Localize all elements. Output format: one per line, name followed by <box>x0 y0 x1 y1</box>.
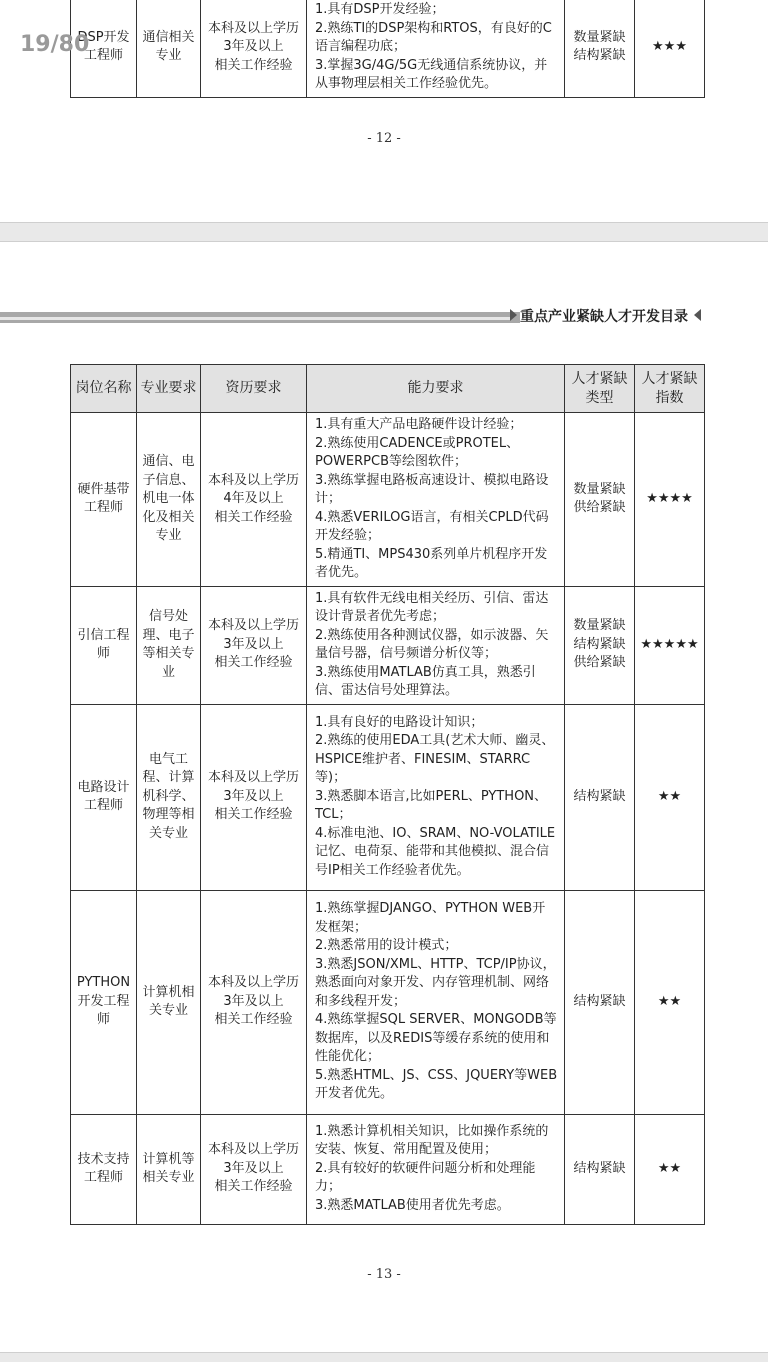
job-requirements: 1.具有重大产品电路硬件设计经验； 2.熟练使用CADENCE或PROTEL、POWERPCB等绘图软件； 3.熟练掌握电路板高速设计、模拟电路设计； 4.熟悉VERILOG语言，有相关CPLD代码开发经验； 5.精通TI、MPS430系列单片机程序开发者优先。 <box>307 413 565 587</box>
running-header-title: 重点产业紧缺人才开发目录 <box>520 309 688 325</box>
job-shortage-type: 结构紧缺 <box>565 1114 635 1224</box>
table-row <box>71 0 705 97</box>
job-shortage-type: 数量紧缺 供给紧缺 <box>565 413 635 587</box>
job-shortage-index: ★★★ <box>635 0 705 97</box>
job-qualification: 本科及以上学历 3年及以上 相关工作经验 <box>201 1114 307 1224</box>
page-12 <box>0 0 768 222</box>
job-major: 通信相关专业 <box>137 0 201 97</box>
table-row <box>71 413 705 587</box>
page-13 <box>0 242 768 1352</box>
job-major: 信号处理、电子等相关专业 <box>137 586 201 704</box>
job-title: PYTHON开发工程师 <box>71 890 137 1114</box>
job-qualification: 本科及以上学历 3年及以上 相关工作经验 <box>201 0 307 97</box>
table-header-row <box>71 365 705 413</box>
table-row <box>71 890 705 1114</box>
job-qualification: 本科及以上学历 3年及以上 相关工作经验 <box>201 890 307 1114</box>
job-requirements: 1.熟练掌握DJANGO、PYTHON WEB开发框架； 2.熟悉常用的设计模式； 3.熟悉JSON/XML、HTTP、TCP/IP协议，熟悉面向对象开发、内存管理机制、网络和多线程开发； 4.熟练掌握SQL SERVER、MONGODB等数据库，以及REDIS等缓存系统的使用和性能优化； 5.熟悉HTML、JS、CSS、JQUERY等WEB开发者优先。 <box>307 890 565 1114</box>
job-title: 技术支持工程师 <box>71 1114 137 1224</box>
job-shortage-index: ★★ <box>635 890 705 1114</box>
job-shortage-type: 数量紧缺 结构紧缺 供给紧缺 <box>565 586 635 704</box>
job-major: 通信、电子信息、机电一体化及相关专业 <box>137 413 201 587</box>
job-major: 计算机相关专业 <box>137 890 201 1114</box>
job-requirements: 1.具有DSP开发经验； 2.熟练TI的DSP架构和RTOS，有良好的C语言编程功底； 3.掌握3G/4G/5G无线通信系统协议，并从事物理层相关工作经验优先。 <box>307 0 565 97</box>
job-qualification: 本科及以上学历 3年及以上 相关工作经验 <box>201 586 307 704</box>
job-requirements: 1.具有良好的电路设计知识； 2.熟练的使用EDA工具(艺术大师、幽灵、HSPICE维护者、FINESIM、STARRC等)； 3.熟悉脚本语言,比如PERL、PYTHON、TCL； 4.标准电池、IO、SRAM、NO-VOLATILE记忆、电荷泵、能带和其他模拟、混合信号IP相关工作经验者优先。 <box>307 704 565 890</box>
job-title: 电路设计工程师 <box>71 704 137 890</box>
column-header: 专业要求 <box>137 365 201 413</box>
table-row <box>71 586 705 704</box>
column-header: 能力要求 <box>307 365 565 413</box>
job-shortage-index: ★★★★ <box>635 413 705 587</box>
job-requirements: 1.具有软件无线电相关经历、引信、雷达设计背景者优先考虑； 2.熟练使用各种测试仪器，如示波器、矢量信号器，信号频谱分析仪等； 3.熟练使用MATLAB仿真工具，熟悉引信、雷达信号处理算法。 <box>307 586 565 704</box>
job-major: 电气工程、计算机科学、物理等相关专业 <box>137 704 201 890</box>
table-row <box>71 704 705 890</box>
column-header: 岗位名称 <box>71 365 137 413</box>
table-row <box>71 1114 705 1224</box>
header-left-mark-icon <box>510 309 517 321</box>
column-header: 人才紧缺类型 <box>565 365 635 413</box>
job-qualification: 本科及以上学历 4年及以上 相关工作经验 <box>201 413 307 587</box>
job-shortage-index: ★★★★★ <box>635 586 705 704</box>
page-counter: 19/80 <box>20 32 90 57</box>
job-title: 硬件基带工程师 <box>71 413 137 587</box>
column-header: 人才紧缺指数 <box>635 365 705 413</box>
header-right-mark-icon <box>694 309 701 321</box>
job-title: 引信工程师 <box>71 586 137 704</box>
job-title: DSP开发工程师 <box>71 0 137 97</box>
job-shortage-index: ★★ <box>635 1114 705 1224</box>
job-shortage-type: 结构紧缺 <box>565 704 635 890</box>
job-requirements: 1.熟悉计算机相关知识，比如操作系统的安装、恢复、常用配置及使用； 2.具有较好的软硬件问题分析和处理能力； 3.熟悉MATLAB使用者优先考虑。 <box>307 1114 565 1224</box>
column-header: 资历要求 <box>201 365 307 413</box>
job-shortage-index: ★★ <box>635 704 705 890</box>
page-number: - 12 - <box>367 131 401 146</box>
page-separator <box>0 1352 768 1362</box>
page-number: - 13 - <box>367 1267 401 1282</box>
header-band-highlight <box>0 317 510 320</box>
job-table <box>70 364 705 1225</box>
page-separator <box>0 222 768 242</box>
job-qualification: 本科及以上学历 3年及以上 相关工作经验 <box>201 704 307 890</box>
top-job-table <box>70 0 705 98</box>
job-shortage-type: 数量紧缺 结构紧缺 <box>565 0 635 97</box>
job-major: 计算机等相关专业 <box>137 1114 201 1224</box>
job-shortage-type: 结构紧缺 <box>565 890 635 1114</box>
